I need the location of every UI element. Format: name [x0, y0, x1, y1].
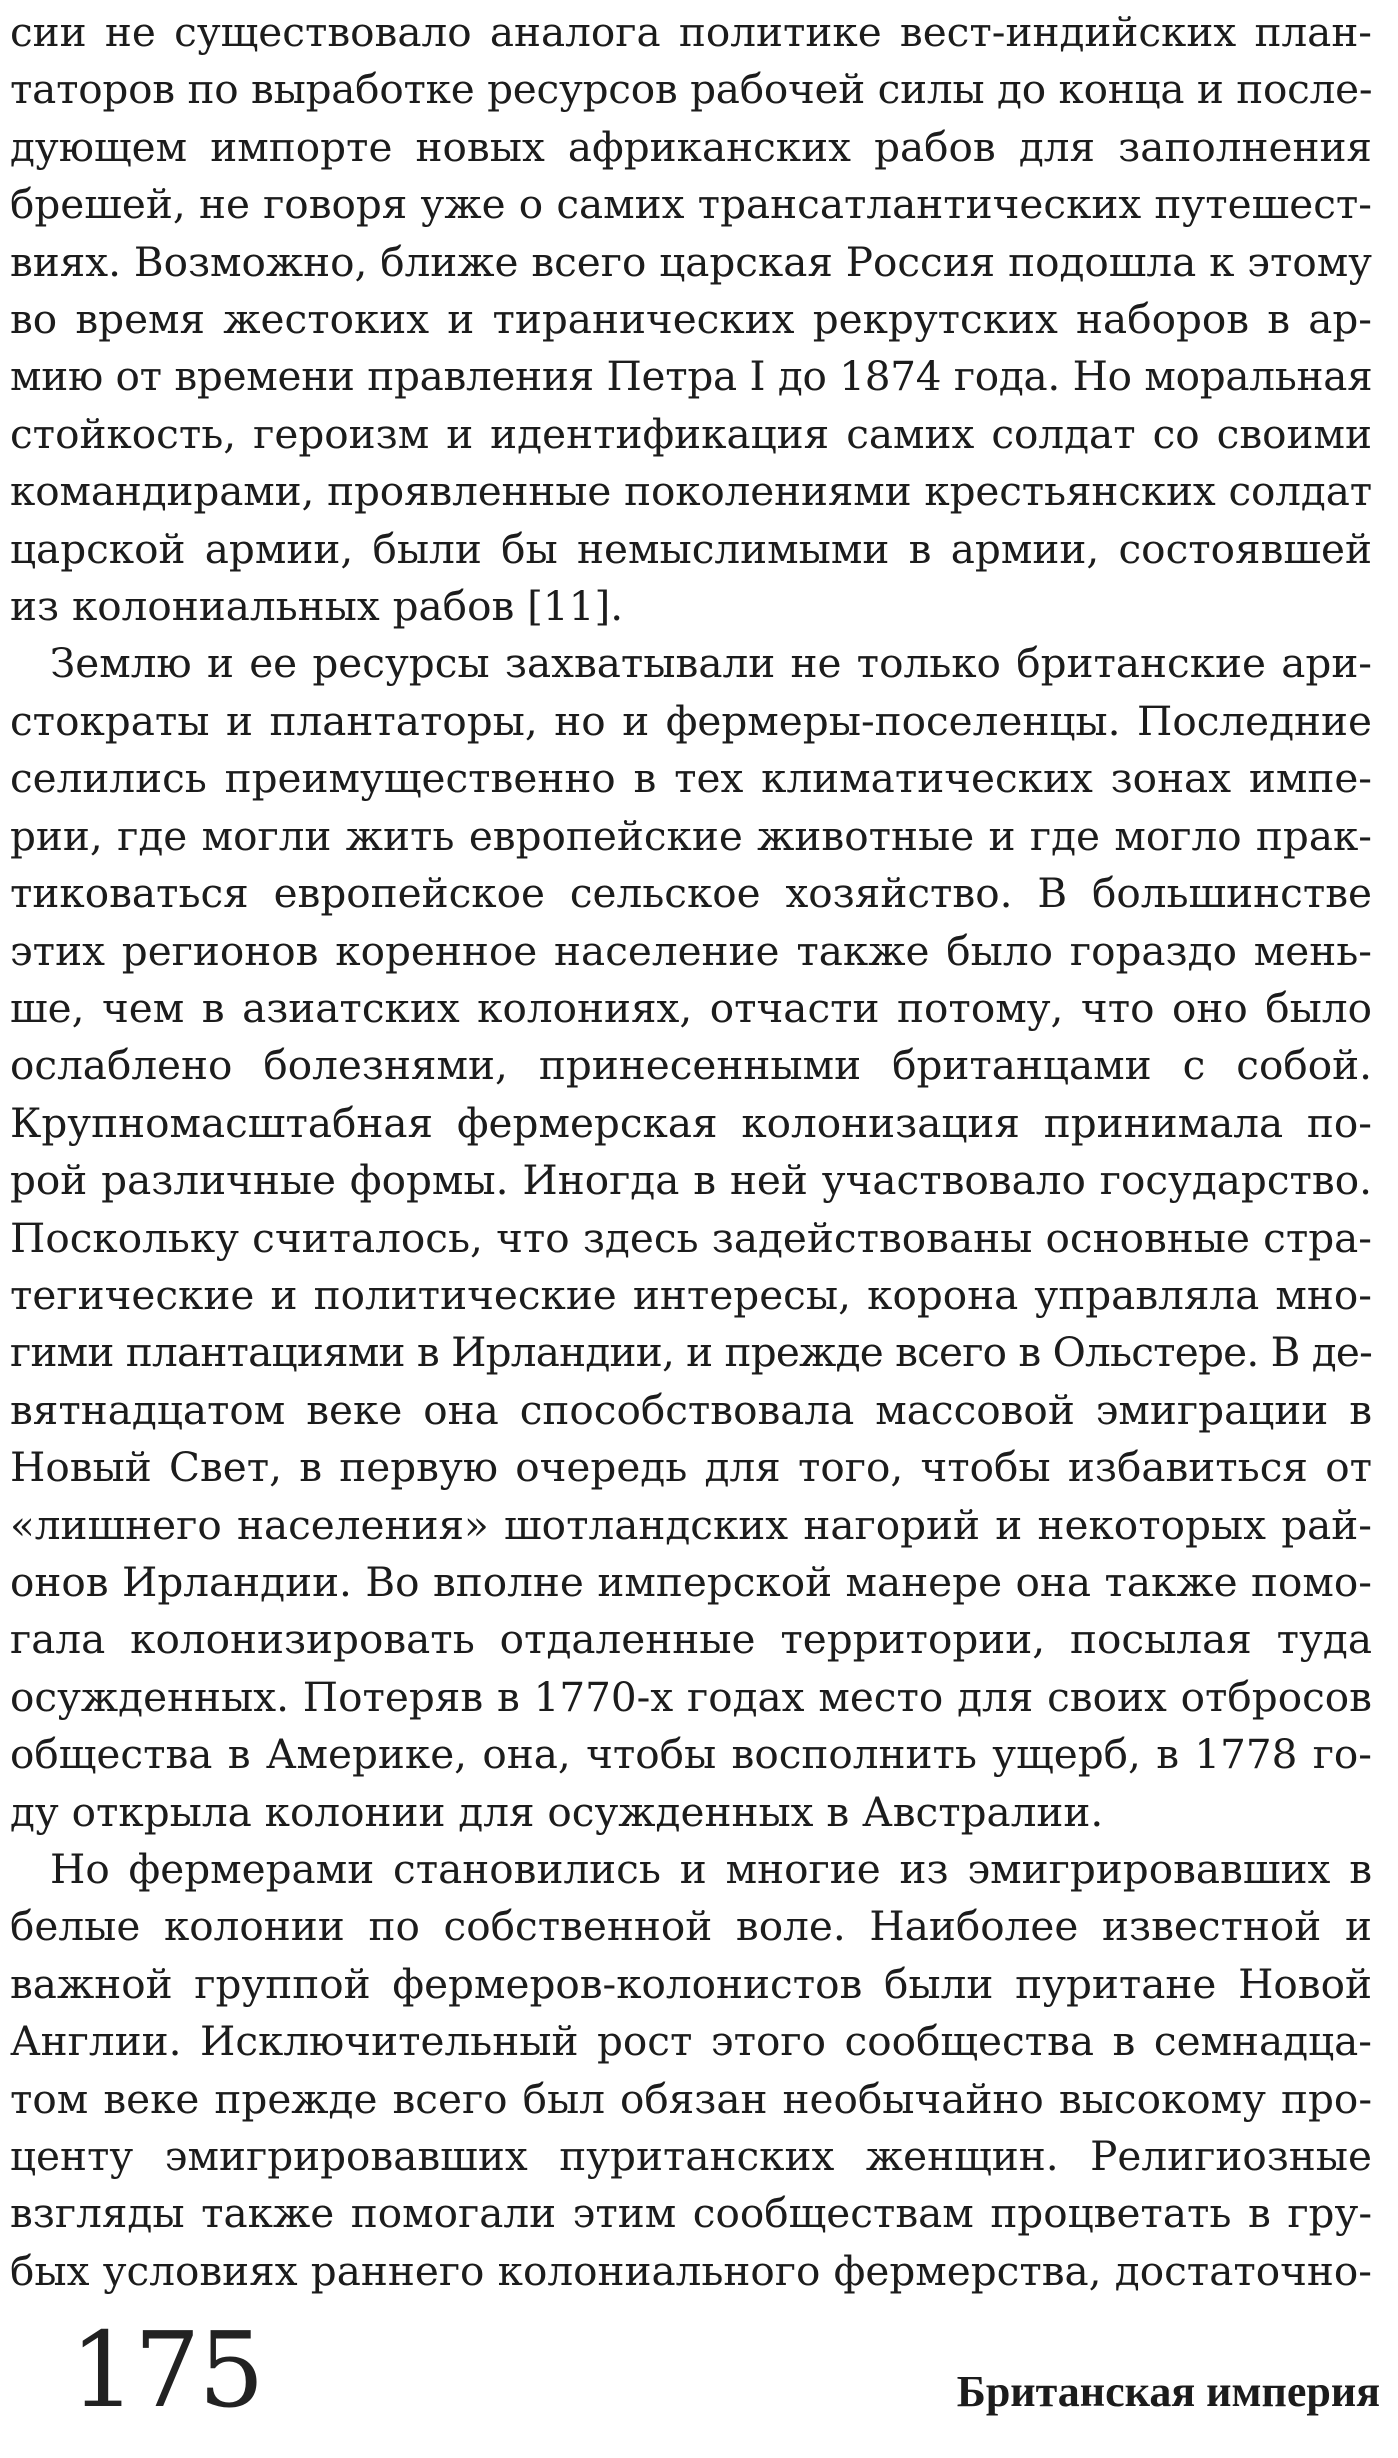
text-line: бых условиях раннего колониального фермерства, достаточно-	[10, 2246, 1372, 2295]
text-line: тиковаться европейское сельское хозяйство. В большинстве	[10, 869, 1372, 918]
text-line: центу эмигрировавших пуританских женщин. Религиозные	[10, 2132, 1372, 2181]
text-line: Англии. Исключительный рост этого сообщества в семнадца-	[10, 2017, 1372, 2066]
text-line: общества в Америке, она, чтобы восполнить ущерб, в 1778 го-	[10, 1730, 1372, 1779]
text-line: важной группой фермеров-колонистов были пуритане Новой	[10, 1959, 1372, 2008]
text-line: тегические и политические интересы, корона управляла мно-	[10, 1270, 1372, 1319]
text-line: гала колонизировать отдаленные территории, посылая туда	[10, 1615, 1372, 1664]
text-line: ослаблено болезнями, принесенными британцами с собой.	[10, 1041, 1372, 1090]
text-line: ше, чем в азиатских колониях, отчасти потому, что оно было	[10, 983, 1372, 1032]
paragraph-2	[10, 635, 1372, 1841]
text-line: Землю и ее ресурсы захватывали не только британские ари-	[50, 639, 1372, 688]
text-line: ду открыла колонии для осужденных в Австралии.	[10, 1787, 1104, 1836]
text-line: мию от времени правления Петра I до 1874 года. Но моральная	[10, 352, 1373, 401]
text-line: «лишнего населения» шотландских нагорий и некоторых рай-	[10, 1500, 1372, 1549]
text-line: стойкость, героизм и идентификация самих солдат со своими	[10, 409, 1372, 458]
paragraph-3	[10, 1841, 1372, 2300]
text-line: царской армии, были бы немыслимыми в армии, состоявшей	[10, 524, 1372, 573]
text-line: том веке прежде всего был обязан необычайно высокому про-	[10, 2074, 1372, 2123]
text-line: селились преимущественно в тех климатических зонах импе-	[10, 754, 1372, 803]
page-number: 175	[70, 2309, 263, 2431]
text-line: рии, где могли жить европейские животные и где могло прак-	[10, 811, 1372, 860]
text-line: рой различные формы. Иногда в ней участвовало государство.	[10, 1156, 1372, 1205]
text-line: виях. Возможно, ближе всего царская Россия подошла к этому	[10, 237, 1372, 286]
text-line: брешей, не говоря уже о самих трансатлантических путешест-	[10, 180, 1372, 229]
text-line: белые колонии по собственной воле. Наиболее известной и	[10, 1902, 1372, 1951]
text-line: онов Ирландии. Во вполне имперской манере она также помо-	[10, 1557, 1372, 1606]
text-line: сии не существовало аналога политике вест-индийских план-	[10, 8, 1372, 56]
text-line: дующем импорте новых африканских рабов для заполнения	[10, 122, 1372, 171]
text-line: из колониальных рабов [11].	[10, 582, 624, 631]
text-line: Новый Свет, в первую очередь для того, чтобы избавиться от	[10, 1443, 1372, 1492]
page-footer	[10, 2300, 1380, 2440]
text-line: во время жестоких и тиранических рекрутских наборов в ар-	[10, 295, 1372, 344]
text-line: гими плантациями в Ирландии, и прежде всего в Ольстере. В де-	[10, 1328, 1372, 1377]
text-line: таторов по выработке ресурсов рабочей силы до конца и после-	[10, 65, 1373, 114]
running-title: Британская империя	[956, 2367, 1380, 2416]
text-line: вятнадцатом веке она способствовала массовой эмиграции в	[10, 1385, 1372, 1434]
paragraph-1	[10, 4, 1372, 635]
text-line: взгляды также помогали этим сообществам процветать в гру-	[10, 2189, 1372, 2238]
text-line: Крупномасштабная фермерская колонизация принимала по-	[10, 1098, 1372, 1147]
body-text	[10, 4, 1372, 2300]
text-line: стократы и плантаторы, но и фермеры-поселенцы. Последние	[10, 696, 1372, 745]
text-line: осужденных. Потеряв в 1770-х годах место для своих отбросов	[10, 1672, 1372, 1721]
text-line: этих регионов коренное население также было гораздо мень-	[10, 926, 1372, 975]
text-line: командирами, проявленные поколениями крестьянских солдат	[10, 467, 1372, 516]
text-line: Поскольку считалось, что здесь задействованы основные стра-	[10, 1213, 1372, 1262]
text-line: Но фермерами становились и многие из эмигрировавших в	[50, 1845, 1372, 1893]
